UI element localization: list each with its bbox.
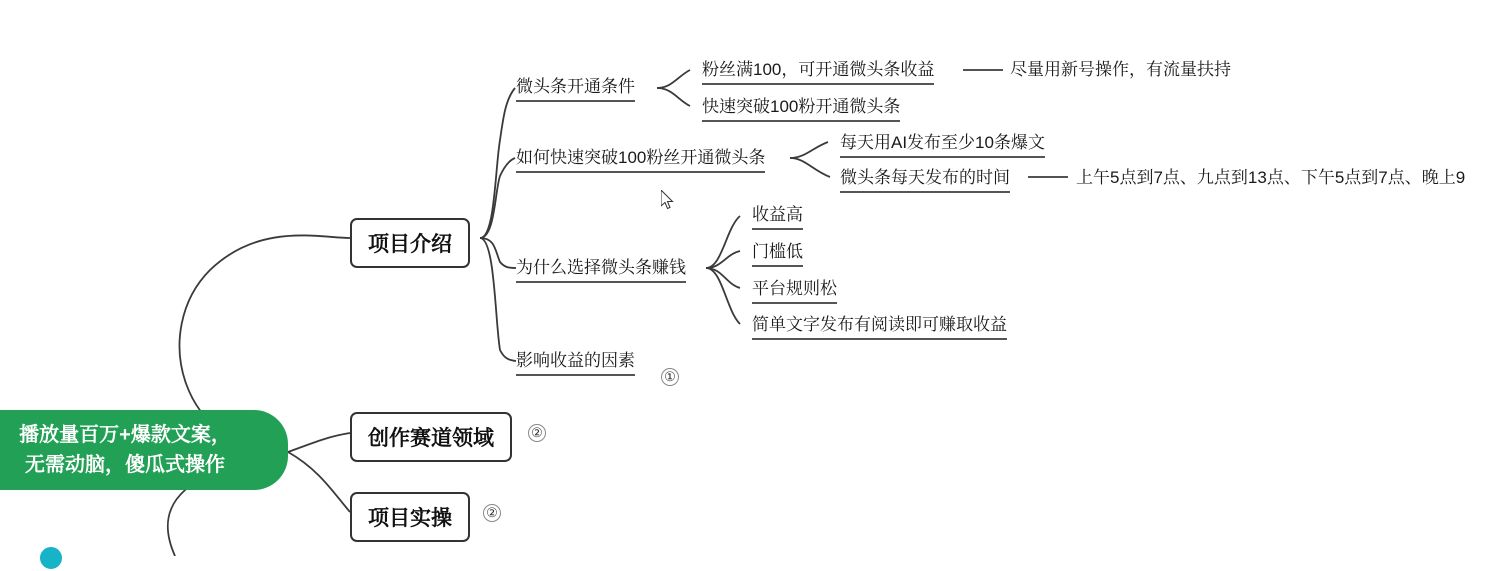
- node-fast-break-100-fans[interactable]: [702, 92, 900, 122]
- mouse-cursor-icon: [661, 190, 675, 210]
- node-low-threshold-label: 门槛低: [752, 242, 803, 261]
- node-simple-text-earn-label: 简单文字发布有阅读即可赚取收益: [752, 315, 1007, 334]
- node-simple-text-earn[interactable]: [752, 310, 1007, 340]
- node-why-choose-weitoutiao-label: 为什么选择微头条赚钱: [516, 258, 686, 277]
- node-publish-time-detail[interactable]: [1076, 163, 1465, 191]
- badge-creation-track: ②: [528, 424, 546, 442]
- root-node-line1: 播放量百万+爆款文案，: [19, 424, 231, 446]
- root-node-line2: 无需动脑，傻瓜式操作: [25, 454, 225, 476]
- node-fast-break-100-fans-label: 快速突破100粉开通微头条: [702, 97, 901, 116]
- node-creation-track-label: 创作赛道领域: [368, 427, 494, 450]
- node-open-conditions[interactable]: [516, 72, 635, 102]
- node-daily-ai-10-posts-label: 每天用AI发布至少10条爆文: [840, 133, 1045, 152]
- root-node[interactable]: [0, 410, 288, 490]
- node-use-new-account-label: 尽量用新号操作，有流量扶持: [1010, 60, 1231, 79]
- teal-dot-icon: [38, 545, 64, 571]
- node-income-factors-label: 影响收益的因素: [516, 351, 635, 370]
- node-how-to-break-100-fans[interactable]: [516, 143, 765, 173]
- node-daily-publish-time[interactable]: [840, 163, 1010, 193]
- node-publish-time-detail-label: 上午5点到7点、九点到13点、下午5点到7点、晚上9: [1076, 168, 1466, 187]
- node-fans-100-condition[interactable]: [702, 55, 934, 85]
- node-creation-track[interactable]: [350, 412, 512, 462]
- node-loose-platform-rules[interactable]: [752, 274, 837, 304]
- node-why-choose-weitoutiao[interactable]: [516, 253, 686, 283]
- node-project-practice[interactable]: [350, 492, 470, 542]
- node-low-threshold[interactable]: [752, 237, 803, 267]
- badge-income-factors: ①: [661, 368, 679, 386]
- node-loose-platform-rules-label: 平台规则松: [752, 279, 837, 298]
- node-high-income-label: 收益高: [752, 205, 803, 224]
- node-use-new-account[interactable]: [1010, 55, 1231, 83]
- node-daily-publish-time-label: 微头条每天发布的时间: [840, 168, 1010, 187]
- badge-project-practice: ②: [483, 504, 501, 522]
- node-daily-ai-10-posts[interactable]: [840, 128, 1045, 158]
- node-high-income[interactable]: [752, 200, 803, 230]
- node-open-conditions-label: 微头条开通条件: [516, 77, 635, 96]
- node-how-to-break-100-fans-label: 如何快速突破100粉丝开通微头条: [516, 148, 766, 167]
- node-fans-100-condition-label: 粉丝满100，可开通微头条收益: [702, 60, 935, 79]
- node-income-factors[interactable]: [516, 346, 635, 376]
- node-project-practice-label: 项目实操: [368, 507, 452, 530]
- node-project-intro[interactable]: [350, 218, 470, 268]
- node-project-intro-label: 项目介绍: [368, 233, 452, 256]
